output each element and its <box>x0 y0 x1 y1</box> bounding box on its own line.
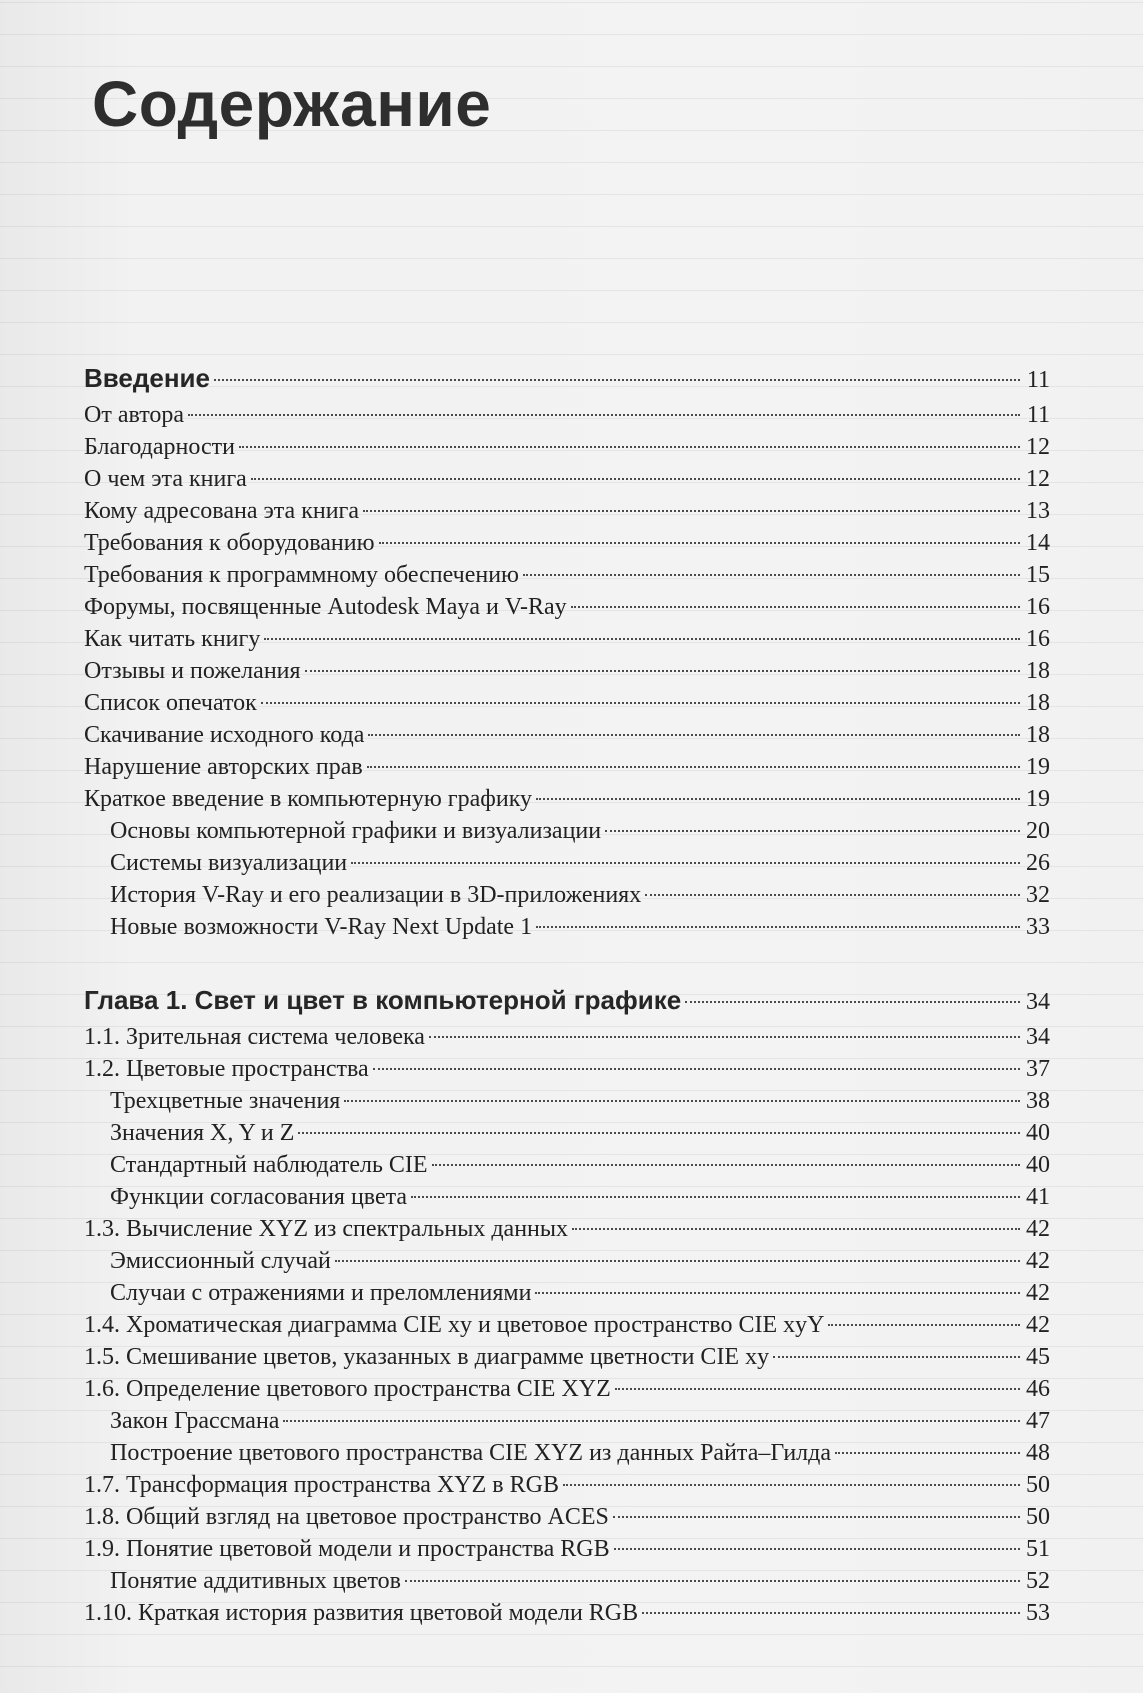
toc-page-number: 41 <box>1026 1184 1050 1210</box>
dot-leader <box>239 446 1020 448</box>
toc-page-number: 19 <box>1026 754 1050 780</box>
toc-section-heading <box>84 979 1050 1021</box>
page-title: Содержание <box>92 68 492 140</box>
toc-entry <box>84 1149 1050 1181</box>
toc-entry <box>84 1181 1050 1213</box>
toc-entry-label: Список опечаток <box>84 690 257 716</box>
toc-entry-label: От автора <box>84 402 185 428</box>
toc-page-number: 38 <box>1026 1088 1050 1114</box>
toc-page-number: 11 <box>1026 402 1050 428</box>
dot-leader <box>835 1452 1020 1454</box>
toc-page-number: 50 <box>1026 1472 1050 1498</box>
toc-page-number: 42 <box>1026 1216 1050 1242</box>
toc-section-heading <box>84 357 1050 399</box>
toc-entry <box>84 1597 1050 1629</box>
toc-page-number: 50 <box>1026 1504 1050 1530</box>
toc-entry <box>84 431 1050 463</box>
toc-entry <box>84 1341 1050 1373</box>
dot-leader <box>379 542 1020 544</box>
toc-entry <box>84 1469 1050 1501</box>
toc-entry-label: Трехцветные значения <box>110 1088 341 1114</box>
toc-page-number: 52 <box>1026 1568 1050 1594</box>
toc-entry <box>84 463 1050 495</box>
toc-entry-label: Требования к программному обеспечению <box>84 562 519 588</box>
dot-leader <box>373 1068 1020 1070</box>
toc-page-number: 18 <box>1026 722 1050 748</box>
toc-entry <box>84 655 1050 687</box>
dot-leader <box>642 1612 1020 1614</box>
toc-page-number: 42 <box>1026 1248 1050 1274</box>
toc-entry-label: Построение цветового пространства CIE XYZ из данных Райта–Гилда <box>110 1440 832 1466</box>
dot-leader <box>613 1516 1020 1518</box>
toc-entry <box>84 911 1050 943</box>
dot-leader <box>572 1228 1020 1230</box>
dot-leader <box>432 1164 1020 1166</box>
toc-page-number: 19 <box>1026 786 1050 812</box>
toc-entry <box>84 1277 1050 1309</box>
dot-leader <box>264 638 1020 640</box>
toc-entry-label: Системы визуализации <box>110 850 348 876</box>
dot-leader <box>828 1324 1020 1326</box>
toc-entry-label: Нарушение авторских прав <box>84 754 363 780</box>
toc-page-number: 12 <box>1026 434 1050 460</box>
toc-entry-label: Кому адресована эта книга <box>84 498 360 524</box>
dot-leader <box>645 894 1020 896</box>
toc-entry <box>84 1533 1050 1565</box>
toc-entry <box>84 1565 1050 1597</box>
toc-entry-label: Как читать книгу <box>84 626 261 652</box>
toc-entry-label: 1.10. Краткая история развития цветовой модели RGB <box>84 1600 639 1626</box>
toc-entry <box>84 1085 1050 1117</box>
toc-entry-label: Новые возможности V-Ray Next Update 1 <box>110 914 533 940</box>
toc-entry <box>84 559 1050 591</box>
toc-entry-label: Понятие аддитивных цветов <box>110 1568 401 1594</box>
toc-entry <box>84 1501 1050 1533</box>
dot-leader <box>535 1292 1020 1294</box>
toc-page-number: 40 <box>1026 1120 1050 1146</box>
toc-page-number: 37 <box>1026 1056 1050 1082</box>
toc-page-number: 45 <box>1026 1344 1050 1370</box>
toc-page-number: 34 <box>1026 1024 1050 1050</box>
toc-entry-label: Благодарности <box>84 434 235 460</box>
toc-page-number: 18 <box>1026 658 1050 684</box>
toc-entry-label: 1.5. Смешивание цветов, указанных в диаграмме цветности CIE xy <box>84 1344 770 1370</box>
toc-entry-label: Форумы, посвященные Autodesk Maya и V-Ray <box>84 594 567 620</box>
toc-entry <box>84 1405 1050 1437</box>
dot-leader <box>563 1484 1020 1486</box>
toc-entry <box>84 1213 1050 1245</box>
dot-leader <box>188 414 1020 416</box>
dot-leader <box>335 1260 1020 1262</box>
toc-entry-label: Глава 1. Свет и цвет в компьютерной графике <box>84 985 682 1015</box>
dot-leader <box>536 926 1020 928</box>
toc-entry <box>84 1021 1050 1053</box>
toc-entry-label: Закон Грассмана <box>110 1408 280 1434</box>
dot-leader <box>283 1420 1020 1422</box>
toc-entry-label: 1.7. Трансформация пространства XYZ в RGB <box>84 1472 559 1498</box>
toc-page-number: 32 <box>1026 882 1050 908</box>
toc-entry-label: Значения X, Y и Z <box>110 1120 295 1146</box>
toc-entry <box>84 1309 1050 1341</box>
toc-entry <box>84 1437 1050 1469</box>
toc-page-number: 34 <box>1026 989 1050 1015</box>
toc-page-number: 42 <box>1026 1312 1050 1338</box>
toc-section <box>84 357 1050 943</box>
toc-entry-label: Стандартный наблюдатель CIE <box>110 1152 428 1178</box>
toc-entry <box>84 1117 1050 1149</box>
dot-leader <box>405 1580 1020 1582</box>
toc-page-number: 12 <box>1026 466 1050 492</box>
toc-entry-label: 1.9. Понятие цветовой модели и пространства RGB <box>84 1536 610 1562</box>
toc-page-number: 48 <box>1026 1440 1050 1466</box>
dot-leader <box>411 1196 1020 1198</box>
toc-entry-label: 1.4. Хроматическая диаграмма CIE xy и цветовое пространство CIE xyY <box>84 1312 825 1338</box>
toc-entry-label: Основы компьютерной графики и визуализации <box>110 818 602 844</box>
toc-page-number: 14 <box>1026 530 1050 556</box>
toc-entry <box>84 1245 1050 1277</box>
dot-leader <box>614 1548 1020 1550</box>
toc-entry <box>84 879 1050 911</box>
dot-leader <box>773 1356 1020 1358</box>
toc-page-number: 16 <box>1026 626 1050 652</box>
dot-leader <box>523 574 1020 576</box>
toc-entry <box>84 591 1050 623</box>
toc-page-number: 47 <box>1026 1408 1050 1434</box>
toc-page-number: 20 <box>1026 818 1050 844</box>
toc-entry-label: Скачивание исходного кода <box>84 722 365 748</box>
toc-entry-label: Функции согласования цвета <box>110 1184 408 1210</box>
dot-leader <box>298 1132 1020 1134</box>
toc-page-number: 18 <box>1026 690 1050 716</box>
dot-leader <box>305 670 1020 672</box>
toc-entry-label: Отзывы и пожелания <box>84 658 301 684</box>
toc-entry <box>84 495 1050 527</box>
toc-entry-label: Требования к оборудованию <box>84 530 375 556</box>
toc-entry <box>84 1053 1050 1085</box>
dot-leader <box>351 862 1020 864</box>
toc-page-number: 42 <box>1026 1280 1050 1306</box>
toc-entry-label: 1.8. Общий взгляд на цветовое пространство ACES <box>84 1504 609 1530</box>
toc-page-number: 15 <box>1026 562 1050 588</box>
toc-entry-label: О чем эта книга <box>84 466 247 492</box>
dot-leader <box>429 1036 1020 1038</box>
toc-section <box>84 979 1050 1629</box>
dot-leader <box>368 734 1020 736</box>
toc-entry-label: 1.3. Вычисление XYZ из спектральных данных <box>84 1216 569 1242</box>
table-of-contents <box>84 357 1050 1629</box>
dot-leader <box>214 379 1020 381</box>
dot-leader <box>536 798 1020 800</box>
toc-entry <box>84 847 1050 879</box>
dot-leader <box>685 1001 1020 1003</box>
dot-leader <box>261 702 1020 704</box>
dot-leader <box>344 1100 1020 1102</box>
toc-entry <box>84 719 1050 751</box>
toc-entry-label: 1.1. Зрительная система человека <box>84 1024 425 1050</box>
toc-page-number: 26 <box>1026 850 1050 876</box>
dot-leader <box>367 766 1020 768</box>
toc-entry-label: Случаи с отражениями и преломлениями <box>110 1280 532 1306</box>
toc-page-number: 13 <box>1026 498 1050 524</box>
dot-leader <box>251 478 1020 480</box>
dot-leader <box>363 510 1020 512</box>
dot-leader <box>615 1388 1020 1390</box>
toc-entry <box>84 687 1050 719</box>
toc-page-number: 40 <box>1026 1152 1050 1178</box>
toc-entry <box>84 815 1050 847</box>
dot-leader <box>605 830 1020 832</box>
toc-entry-label: 1.6. Определение цветового пространства CIE XYZ <box>84 1376 611 1402</box>
toc-entry-label: Краткое введение в компьютерную графику <box>84 786 533 812</box>
toc-entry-label: Введение <box>84 363 210 393</box>
toc-entry <box>84 1373 1050 1405</box>
toc-entry <box>84 751 1050 783</box>
dot-leader <box>571 606 1020 608</box>
toc-entry <box>84 783 1050 815</box>
toc-page-number: 53 <box>1026 1600 1050 1626</box>
toc-page-number: 46 <box>1026 1376 1050 1402</box>
toc-entry <box>84 399 1050 431</box>
toc-page-number: 16 <box>1026 594 1050 620</box>
toc-entry-label: История V-Ray и его реализации в 3D-приложениях <box>110 882 642 908</box>
toc-entry <box>84 623 1050 655</box>
toc-page-number: 51 <box>1026 1536 1050 1562</box>
toc-entry-label: 1.2. Цветовые пространства <box>84 1056 369 1082</box>
toc-entry-label: Эмиссионный случай <box>110 1248 331 1274</box>
toc-page-number: 33 <box>1026 914 1050 940</box>
toc-entry <box>84 527 1050 559</box>
toc-page-number: 11 <box>1026 367 1050 393</box>
